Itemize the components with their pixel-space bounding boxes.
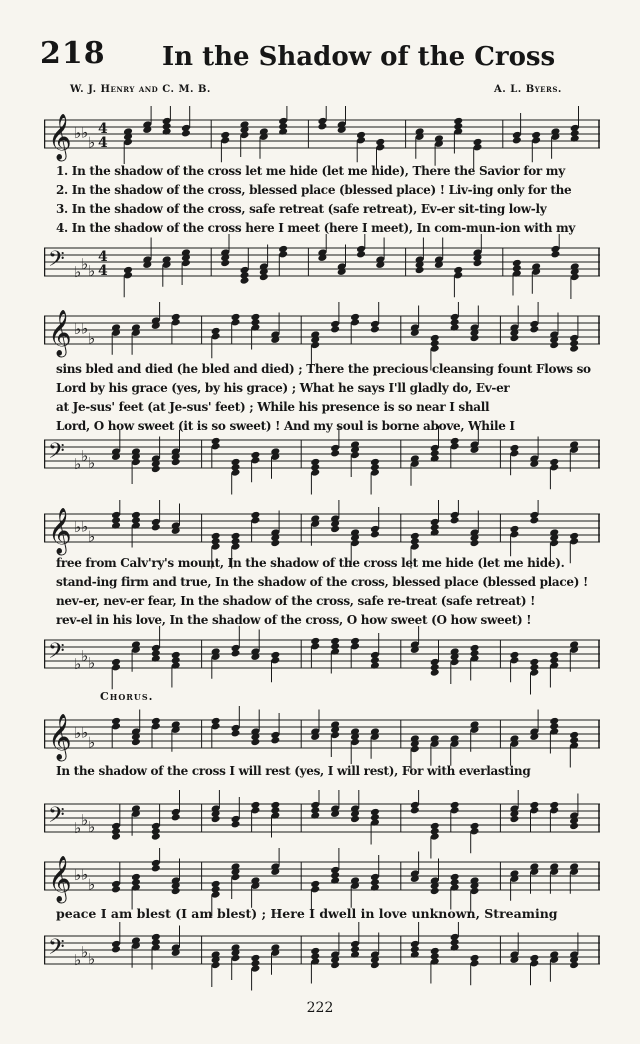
svg-text:♭: ♭ <box>74 819 82 837</box>
svg-text:𝄞: 𝄞 <box>48 714 72 760</box>
lyric-verse-3: 3. In the shadow of the cross, safe retreat (safe retreat), Ev-er sit-ting low-ly <box>56 202 547 216</box>
lyric-verse-4: 4. In the shadow of the cross here I meet (here I meet), In com-mun-ion with my <box>56 221 576 235</box>
words-credit: W. J. Henry and C. M. B. <box>70 84 211 95</box>
chorus-label: Chorus. <box>100 690 154 703</box>
page-header <box>0 0 640 80</box>
lyrics-system-3 <box>56 554 602 630</box>
lyric-verse-2: 2. In the shadow of the cross, blessed place (blessed place) ! Liv-ing only for the <box>56 183 572 197</box>
svg-text:♭: ♭ <box>81 943 89 961</box>
svg-text:♭: ♭ <box>81 319 89 338</box>
svg-text:♭: ♭ <box>74 655 82 673</box>
lyric-verse-3: nev-er, nev-er fear, In the shadow of the cross, safe re-treat (safe retreat) ! <box>56 594 536 608</box>
lyric-verse-3: at Je-sus' feet (at Je-sus' feet) ; While his presence is so near I shall <box>56 400 490 414</box>
svg-text:4: 4 <box>98 135 108 151</box>
lyrics-system-2 <box>56 360 602 436</box>
lyric-chorus: peace I am blest (I am blest) ; Here I dwell in love unknown, Streaming <box>56 906 558 921</box>
svg-text:𝄢: 𝄢 <box>48 439 65 469</box>
svg-text:𝄢: 𝄢 <box>48 935 65 965</box>
hymn-number: 218 <box>40 36 106 71</box>
lyrics-system-1 <box>56 162 602 238</box>
svg-text:♭: ♭ <box>74 866 82 884</box>
lyric-verse-2: stand-ing firm and true, In the shadow of the cross, blessed place (blessed place) ! <box>56 575 588 589</box>
svg-text:4: 4 <box>98 249 108 265</box>
lyric-verse-1: 1. In the shadow of the cross let me hide (let me hide), There the Savior for my <box>56 164 565 178</box>
svg-text:𝄞: 𝄞 <box>48 856 72 902</box>
svg-text:♭: ♭ <box>81 865 89 884</box>
svg-text:♭: ♭ <box>74 518 82 536</box>
svg-text:𝄢: 𝄢 <box>48 803 65 833</box>
lyric-verse-1: free from Calv'ry's mount, In the shadow of the cross let me hide (let me hide). <box>56 556 565 570</box>
svg-text:𝄞: 𝄞 <box>48 508 72 554</box>
svg-text:♭: ♭ <box>81 723 89 742</box>
svg-text:♭: ♭ <box>81 647 89 665</box>
svg-text:♭: ♭ <box>88 454 96 472</box>
svg-text:♭: ♭ <box>88 262 96 280</box>
hymn-title: In the Shadow of the Cross <box>162 42 556 72</box>
svg-text:♭: ♭ <box>88 329 96 348</box>
lyric-verse-2: Lord by his grace (yes, by his grace) ; What he says I'll gladly do, Ev-er <box>56 381 510 395</box>
svg-text:♭: ♭ <box>88 654 96 672</box>
svg-text:♭: ♭ <box>88 527 96 546</box>
bass-staff <box>44 426 600 506</box>
svg-text:♭: ♭ <box>81 811 89 829</box>
svg-text:4: 4 <box>98 263 108 279</box>
lyric-verse-4: Lord, O how sweet (it is so sweet) ! And my soul is borne above, While I <box>56 419 515 433</box>
page-number: 222 <box>306 1000 334 1016</box>
lyrics-system-5 <box>56 904 602 923</box>
svg-text:♭: ♭ <box>81 447 89 465</box>
svg-text:♭: ♭ <box>74 951 82 969</box>
bass-staff <box>44 922 600 1002</box>
svg-text:4: 4 <box>98 121 108 137</box>
lyric-chorus: In the shadow of the cross I will rest (yes, I will rest), For with everlasting <box>56 764 531 778</box>
svg-text:♭: ♭ <box>81 123 89 142</box>
svg-text:♭: ♭ <box>74 455 82 473</box>
svg-text:♭: ♭ <box>88 133 96 152</box>
svg-text:♭: ♭ <box>88 818 96 836</box>
svg-text:♭: ♭ <box>88 875 96 894</box>
music-credit: A. L. Byers. <box>494 84 562 95</box>
svg-text:♭: ♭ <box>88 950 96 968</box>
svg-text:♭: ♭ <box>88 733 96 752</box>
svg-text:𝄢: 𝄢 <box>48 247 65 277</box>
svg-text:♭: ♭ <box>74 263 82 281</box>
svg-text:𝄞: 𝄞 <box>48 114 72 160</box>
lyrics-system-4 <box>56 762 602 781</box>
svg-text:♭: ♭ <box>74 724 82 742</box>
svg-text:♭: ♭ <box>81 255 89 273</box>
lyric-verse-4: rev-el in his love, In the shadow of the cross, O how sweet (O how sweet) ! <box>56 613 532 627</box>
svg-text:𝄞: 𝄞 <box>48 310 72 356</box>
svg-text:𝄢: 𝄢 <box>48 639 65 669</box>
svg-text:♭: ♭ <box>81 517 89 536</box>
lyric-verse-1: sins bled and died (he bled and died) ; There the precious cleansing fount Flows so <box>56 362 591 376</box>
svg-text:♭: ♭ <box>74 320 82 338</box>
svg-text:♭: ♭ <box>74 124 82 142</box>
